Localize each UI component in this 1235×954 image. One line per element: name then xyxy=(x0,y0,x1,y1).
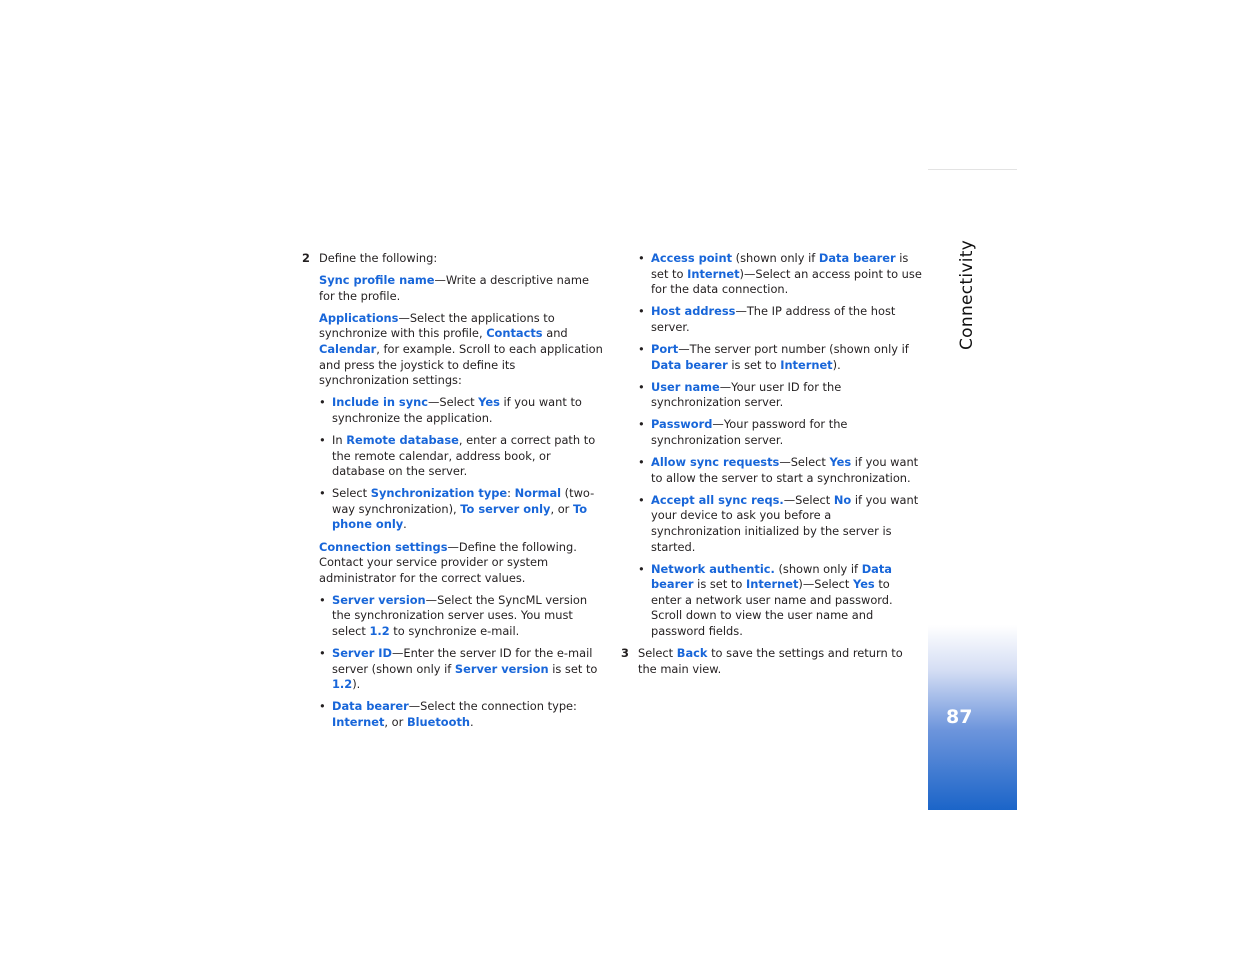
list-item: • Access point (shown only if Data bearer is set to Internet)—Select an access point to use for the data connection. xyxy=(638,251,923,298)
connection-settings-para: Connection settings—Define the following. Contact your service provider or system administrator for the correct values. xyxy=(319,539,577,585)
step-number: 3 xyxy=(621,646,629,661)
list-item: • Select Synchronization type: Normal (two-way synchronization), To server only, or To phone only. xyxy=(319,486,604,533)
step-3-text: Select Back to save the settings and return to the main view. xyxy=(638,646,903,676)
list-item: • Network authentic. (shown only if Data bearer is set to Internet)—Select Yes to enter a network user name and password. Scroll down to view the user name and password fields. xyxy=(638,562,923,640)
list-item: • Server version—Select the SyncML version the synchronization server uses. You must select 1.2 to synchronize e-mail. xyxy=(319,593,604,640)
application-settings-list xyxy=(319,395,604,533)
step-2 xyxy=(302,251,604,731)
right-column xyxy=(621,251,923,684)
page-number: 87 xyxy=(946,706,973,728)
list-item: • User name—Your user ID for the synchronization server. xyxy=(638,380,923,411)
applications-para: Applications—Select the applications to synchronize with this profile, Contacts and Calendar, for example. Scroll to each application and press the joystick to define its synchronization settings: xyxy=(319,310,603,388)
list-item: • Server ID—Enter the server ID for the e-mail server (shown only if Server version is set to 1.2). xyxy=(319,646,604,693)
step-number: 2 xyxy=(302,251,310,265)
connection-settings-list xyxy=(319,593,604,731)
step-2-intro: Define the following: xyxy=(319,251,438,265)
list-item: • Password—Your password for the synchronization server. xyxy=(638,417,923,448)
list-item: • In Remote database, enter a correct path to the remote calendar, address book, or database on the server. xyxy=(319,433,604,480)
connection-settings-list-continued xyxy=(638,251,923,640)
step-3 xyxy=(621,646,923,677)
list-item: • Allow sync requests—Select Yes if you want to allow the server to start a synchronization. xyxy=(638,455,923,486)
list-item: • Host address—The IP address of the host server. xyxy=(638,304,923,335)
sync-profile-name-para: Sync profile name—Write a descriptive name for the profile. xyxy=(319,273,589,303)
list-item: • Include in sync—Select Yes if you want to synchronize the application. xyxy=(319,395,604,426)
chapter-title: Connectivity xyxy=(957,239,977,350)
list-item: • Port—The server port number (shown only if Data bearer is set to Internet). xyxy=(638,342,923,373)
list-item: • Accept all sync reqs.—Select No if you want your device to ask you before a synchronization initialized by the server is started. xyxy=(638,493,923,555)
list-item: • Data bearer—Select the connection type: Internet, or Bluetooth. xyxy=(319,699,604,730)
left-column xyxy=(302,251,604,737)
